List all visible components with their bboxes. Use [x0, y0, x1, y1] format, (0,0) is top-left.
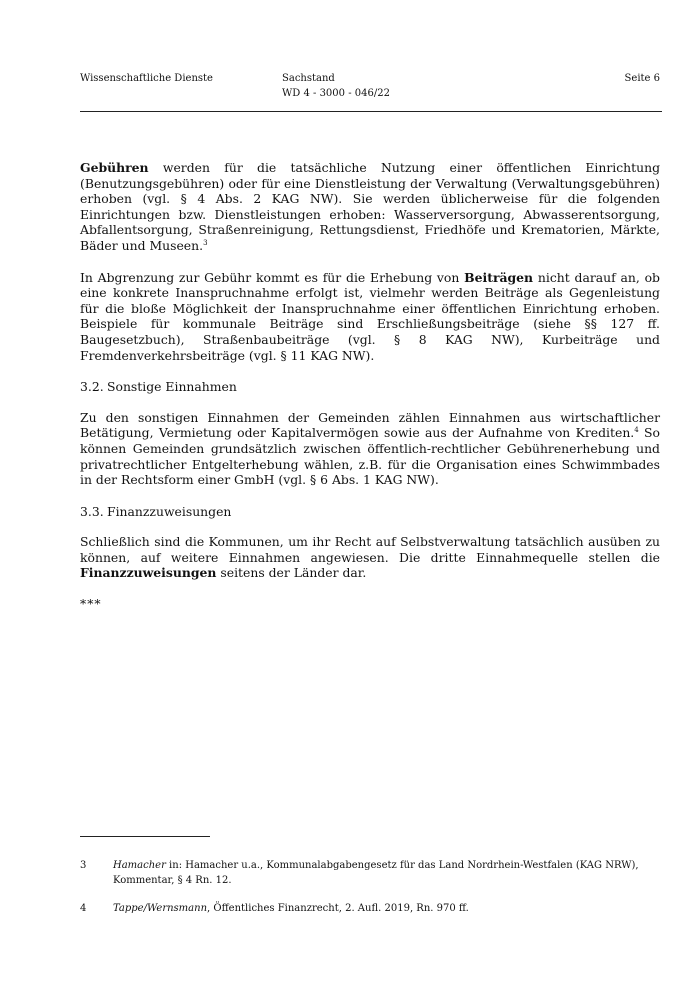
header-page-number: Seite 6 [624, 73, 660, 84]
footnote-divider [80, 836, 210, 837]
paragraph-finanzzuweisungen [80, 534, 660, 581]
footnote-text: , Öffentliches Finanzrecht, 2. Aufl. 2019, Rn. 970 ff. [207, 903, 469, 914]
footnote-author: Tappe/Wernsmann [113, 903, 208, 914]
paragraph-text: werden für die tatsächliche Nutzung einer öffentlichen Einrichtung (Benutzungsgebühren) oder für eine Dienstleistung der Verwaltung (Verwaltungsgebühren) erhoben (vgl. § 4 Abs. 2 KAG NW). Sie werden üblicherweise für die folgenden Einrichtungen bzw. Dienstleistungen erhoben: Wasserversorgung, Abwasserentsorgung, Abfallentsorgung, Straßenreinigung, Rettungsdienst, Friedhöfe und Krematorien, Märkte, Bäder und Museen. [80, 160, 660, 253]
section-number: 3.3. [80, 503, 104, 519]
paragraph-beitraege [80, 270, 660, 364]
header-department: Wissenschaftliche Dienste [80, 73, 213, 84]
paragraph-sonstige-einnahmen [80, 410, 660, 488]
main-content [80, 160, 660, 612]
paragraph-text: In Abgrenzung zur Gebühr kommt es für die Erhebung von [80, 269, 465, 285]
paragraph-text: Schließlich sind die Kommunen, um ihr Recht auf Selbstverwaltung tatsächlich ausüben zu können, auf weitere Einnahmen angewiesen. Die dritte Einnahmequelle stellen die [80, 534, 660, 565]
header-document-info [282, 71, 390, 101]
bold-term: Beiträgen [464, 269, 534, 285]
paragraph-text: So können Gemeinden grundsätzlich zwischen öffentlich-rechtlicher Gebührenerhebung und privatrechtlicher Entgelterhebung wählen, z.B. für die Organisation eines Schwimmbades in der Rechtsform einer GmbH (vgl. § 6 Abs. 1 KAG NW). [80, 425, 660, 488]
footnote-text: in: Hamacher u.a., Kommunalabgabengesetz für das Land Nordrhein-Westfalen (KAG NRW), Kommentar, § 4 Rn. 12. [113, 860, 639, 886]
bold-term: Gebühren [80, 160, 149, 175]
section-title: Finanzzuweisungen [107, 503, 232, 519]
footnote-4 [80, 901, 660, 916]
footnotes [80, 858, 660, 929]
section-title: Sonstige Einnahmen [107, 379, 237, 395]
footnote-author: Hamacher [113, 860, 166, 871]
section-number: 3.2. [80, 379, 104, 395]
footnote-ref-3[interactable]: 3 [203, 238, 208, 247]
footnote-ref-4[interactable]: 4 [634, 426, 639, 435]
section-separator-stars: *** [80, 596, 102, 612]
paragraph-gebuehren [80, 160, 660, 254]
paragraph-text: seitens der Länder dar. [216, 565, 367, 581]
header-doc-type: Sachstand [282, 73, 335, 84]
bold-term: Finanzzuweisungen [80, 565, 217, 581]
section-heading-3-2 [80, 379, 660, 395]
footnote-number: 3 [80, 860, 87, 871]
paragraph-text: Zu den sonstigen Einnahmen der Gemeinden zählen Einnahmen aus wirtschaftlicher Betätigung, Vermietung oder Kapitalvermögen sowie aus der Aufnahme von Krediten. [80, 409, 660, 441]
paragraph-text: nicht darauf an, ob eine konkrete Inanspruchnahme erfolgt ist, vielmehr werden Beiträge als Gegenleistung für die bloße Möglichkeit der Inanspruchnahme einer öffentlichen Einrichtung erhoben. Beispiele für kommunale Beiträge sind Erschließungsbeiträge (siehe §§ 127 ff. Baugesetzbuch), Straßenbaubeiträge (vgl. § 8 KAG NW), Kurbeiträge und Fremdenverkehrsbeiträge (vgl. § 11 KAG NW). [80, 269, 660, 363]
page-header [80, 71, 662, 112]
footnote-number: 4 [80, 903, 87, 914]
header-doc-number: WD 4 - 3000 - 046/22 [282, 88, 390, 99]
footnote-3 [80, 858, 660, 888]
section-heading-3-3 [80, 504, 660, 520]
